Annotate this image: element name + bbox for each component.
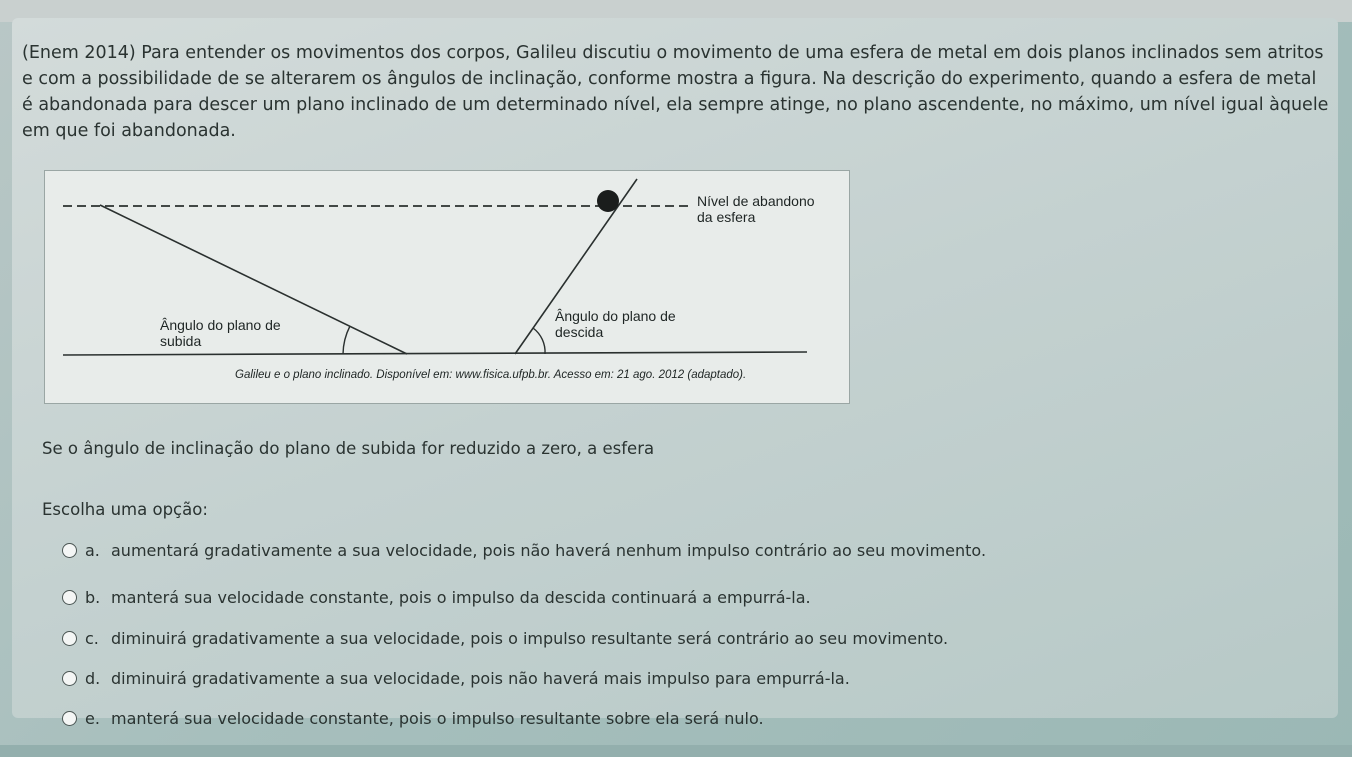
bottom-strip	[0, 745, 1352, 757]
option-text: diminuirá gradativamente a sua velocidade, pois o impulso resultante será contrário ao seu movimento.	[111, 628, 949, 648]
question-text: (Enem 2014) Para entender os movimentos dos corpos, Galileu discutiu o movimento de uma esfera de metal em dois planos inclinados sem atritos e com a possibilidade de se alterarem os ângulos de inclinação, conforme mostra a figura. Na descrição do experimento, quando a esfera de metal é abandonada para descer um plano inclinado de um determinado nível, ela sempre atinge, no plano ascendente, no máximo, um nível igual àquele em que foi abandonada.	[22, 43, 1329, 141]
release-level-label-line1: Nível de abandono	[697, 193, 815, 209]
ascent-angle-arc	[343, 326, 350, 354]
ascent-angle-label	[160, 317, 281, 349]
option-letter: b.	[85, 587, 101, 607]
radio-icon[interactable]	[62, 671, 77, 686]
release-level-label	[697, 193, 815, 225]
option-text: aumentará gradativamente a sua velocidade, pois não haverá nenhum impulso contrário ao seu movimento.	[111, 540, 987, 560]
option-text: diminuirá gradativamente a sua velocidade, pois não haverá mais impulso para empurrá-la.	[111, 668, 850, 688]
descent-angle-label-line1: Ângulo do plano de	[555, 308, 676, 324]
option-d[interactable]	[62, 665, 850, 691]
figure-inclined-planes	[44, 170, 850, 404]
option-text: manterá sua velocidade constante, pois o impulso da descida continuará a empurrá-la.	[111, 587, 811, 607]
option-text: manterá sua velocidade constante, pois o impulso resultante sobre ela será nulo.	[111, 708, 764, 728]
option-letter: d.	[85, 668, 101, 688]
question-prompt: Se o ângulo de inclinação do plano de subida for reduzido a zero, a esfera	[42, 439, 655, 458]
ascent-angle-label-line2: subida	[160, 333, 202, 349]
option-a[interactable]	[62, 537, 986, 563]
figure-citation: Galileu e o plano inclinado. Disponível em: www.fisica.ufpb.br. Acesso em: 21 ago. 2012 (adaptado).	[235, 369, 747, 381]
descent-angle-label-line2: descida	[555, 324, 604, 340]
option-letter: c.	[85, 628, 99, 648]
option-c[interactable]	[62, 625, 948, 651]
radio-icon[interactable]	[62, 631, 77, 646]
descent-angle-arc	[533, 328, 545, 354]
option-letter: a.	[85, 540, 100, 560]
radio-icon[interactable]	[62, 590, 77, 605]
radio-icon[interactable]	[62, 543, 77, 558]
option-letter: e.	[85, 708, 100, 728]
option-e[interactable]	[62, 705, 764, 731]
option-b[interactable]	[62, 584, 811, 610]
release-level-label-line2: da esfera	[697, 209, 756, 225]
radio-icon[interactable]	[62, 711, 77, 726]
ascent-angle-label-line1: Ângulo do plano de	[160, 317, 281, 333]
descent-angle-label	[555, 308, 676, 340]
metal-sphere	[597, 190, 619, 212]
choose-option-label: Escolha uma opção:	[42, 500, 208, 519]
ground-line	[63, 352, 807, 355]
